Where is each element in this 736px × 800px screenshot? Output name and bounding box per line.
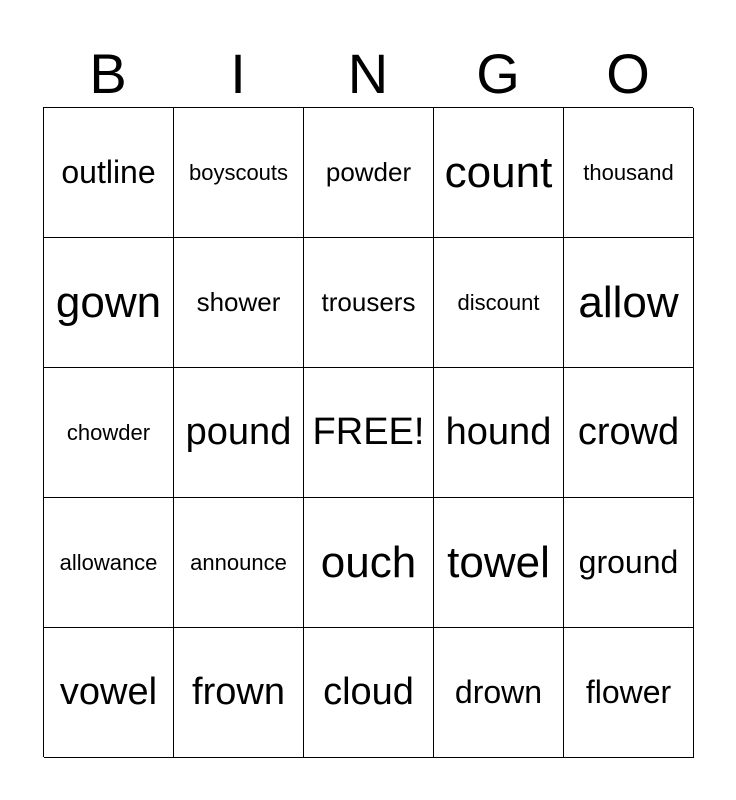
header-letter-n: N bbox=[347, 42, 389, 105]
bingo-cell bbox=[564, 628, 694, 758]
bingo-cell bbox=[174, 368, 304, 498]
cell-word: gown bbox=[55, 277, 162, 327]
bingo-cell bbox=[304, 108, 434, 238]
cell-word: announce bbox=[190, 549, 287, 575]
cell-word: outline bbox=[61, 154, 156, 190]
bingo-cell bbox=[564, 238, 694, 368]
bingo-cell bbox=[44, 498, 174, 628]
cell-word: vowel bbox=[59, 671, 158, 713]
cell-word: ouch bbox=[320, 537, 417, 587]
header-letter-i: I bbox=[230, 42, 246, 105]
cell-word: discount bbox=[457, 289, 540, 315]
bingo-header bbox=[43, 40, 693, 108]
cell-word: allowance bbox=[59, 549, 158, 575]
bingo-cell bbox=[44, 238, 174, 368]
bingo-cell bbox=[44, 628, 174, 758]
bingo-cell bbox=[434, 108, 564, 238]
cell-word: count bbox=[444, 147, 553, 197]
header-letter-b: B bbox=[89, 42, 127, 105]
bingo-cell bbox=[174, 498, 304, 628]
cell-word: powder bbox=[325, 157, 412, 187]
cell-word: trousers bbox=[321, 287, 416, 317]
bingo-cell bbox=[174, 628, 304, 758]
cell-word: towel bbox=[447, 537, 550, 587]
bingo-cell bbox=[304, 628, 434, 758]
cell-word: ground bbox=[578, 544, 679, 580]
cell-word: chowder bbox=[66, 419, 151, 445]
bingo-cell bbox=[564, 498, 694, 628]
cell-word: frown bbox=[192, 671, 285, 713]
bingo-cell bbox=[434, 238, 564, 368]
cell-word: shower bbox=[196, 287, 281, 317]
cell-word: hound bbox=[445, 411, 552, 453]
bingo-cell bbox=[174, 108, 304, 238]
cell-word: allow bbox=[578, 277, 679, 327]
cell-word: crowd bbox=[577, 411, 680, 453]
cell-word: flower bbox=[585, 674, 672, 710]
bingo-cell bbox=[434, 498, 564, 628]
cell-word: FREE! bbox=[312, 411, 425, 453]
bingo-cell bbox=[304, 498, 434, 628]
cell-word: boyscouts bbox=[188, 159, 289, 185]
bingo-cell bbox=[304, 368, 434, 498]
bingo-cell bbox=[434, 628, 564, 758]
cell-word: drown bbox=[454, 674, 543, 710]
header-letter-g: G bbox=[476, 42, 520, 105]
bingo-cell bbox=[44, 368, 174, 498]
cell-word: pound bbox=[185, 411, 292, 453]
cell-word: thousand bbox=[583, 159, 674, 185]
bingo-cell bbox=[564, 368, 694, 498]
bingo-board bbox=[43, 107, 693, 757]
bingo-cell bbox=[564, 108, 694, 238]
header-letter-o: O bbox=[606, 42, 650, 105]
bingo-cell bbox=[44, 108, 174, 238]
bingo-cell bbox=[434, 368, 564, 498]
cell-word: cloud bbox=[323, 671, 414, 713]
bingo-cell bbox=[304, 238, 434, 368]
bingo-cell bbox=[174, 238, 304, 368]
